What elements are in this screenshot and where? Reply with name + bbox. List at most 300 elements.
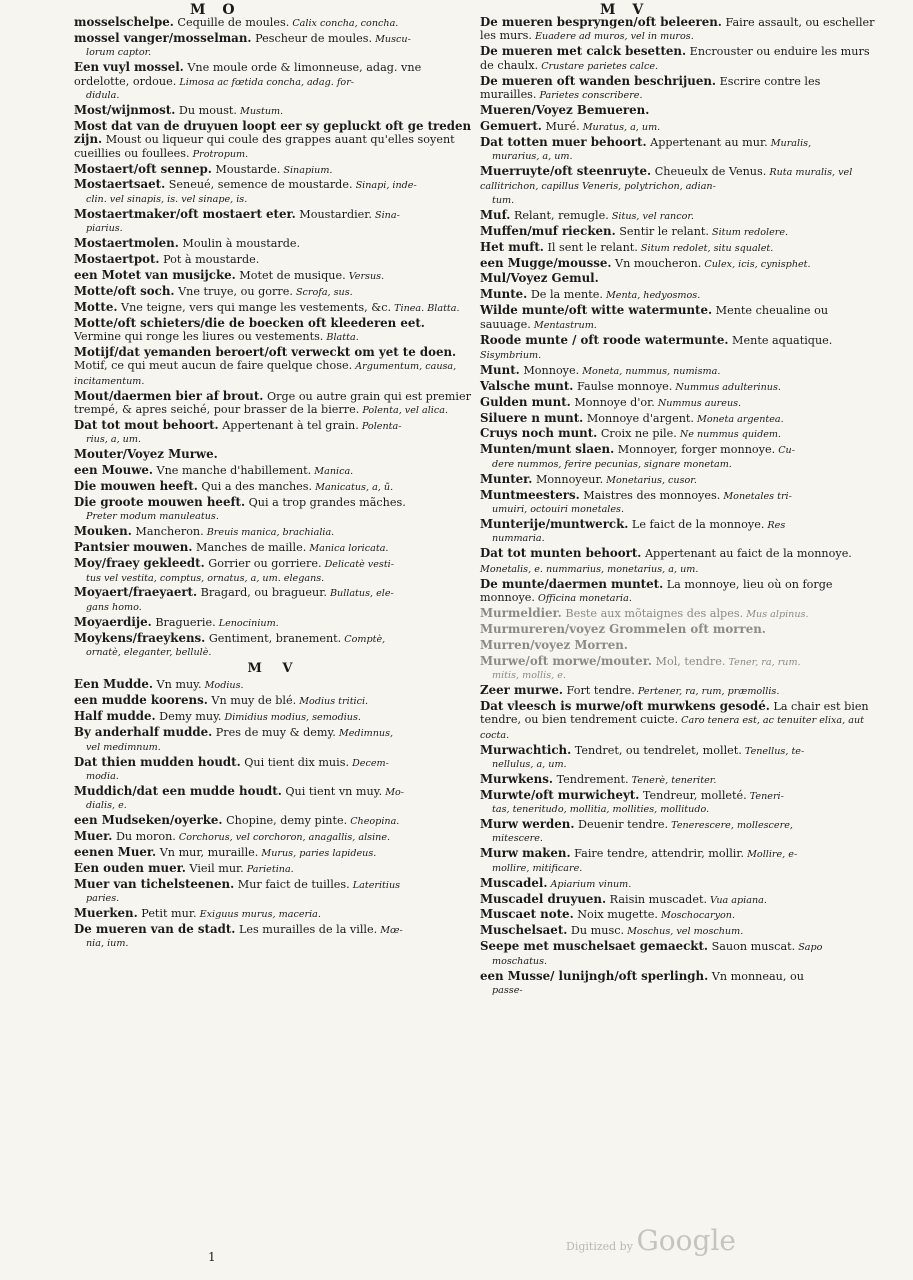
french-gloss: Vne truye, ou gorre. (174, 284, 293, 298)
dictionary-entry (74, 448, 474, 462)
french-gloss: Bragard, ou bragueur. (197, 586, 327, 600)
headword: Munt. (480, 362, 520, 377)
headword: Muschelsaet. (480, 923, 568, 938)
dictionary-entry (480, 16, 878, 44)
dictionary-entry (74, 104, 474, 118)
latin-gloss: Sina- (371, 209, 400, 221)
french-gloss: Cequille de moules. (173, 16, 290, 29)
dictionary-entry (74, 632, 474, 660)
latin-gloss: Officina monetaria. (535, 592, 632, 604)
latin-gloss: Apiarium vinum. (547, 878, 632, 890)
headword: De mueren bespryngen/oft beleeren. (480, 15, 722, 29)
latin-gloss: Parietes conscribere. (536, 90, 643, 102)
headword: Gemuert. (480, 118, 542, 133)
headword: Zeer murwe. (480, 682, 563, 697)
headword: Mostaertmaker/oft mostaert eter. (74, 206, 296, 221)
latin-gloss: Mœ- (377, 924, 403, 936)
latin-continuation: modia. (86, 770, 119, 782)
headword: De munte/daermen muntet. (480, 576, 664, 591)
dictionary-entry (480, 136, 878, 164)
dictionary-entry (480, 639, 878, 653)
dictionary-entry (480, 847, 878, 875)
french-gloss: Monnoye. (519, 363, 580, 377)
headword: Mout/daermen bier af brout. (74, 388, 264, 403)
dictionary-entry (480, 120, 878, 134)
dictionary-entry (480, 334, 878, 363)
dictionary-entry (74, 269, 474, 283)
dictionary-entry (74, 208, 474, 236)
digitized-watermark (566, 1224, 736, 1257)
french-gloss: Pot à moustarde. (159, 253, 260, 266)
headword: Motijf/dat yemanden beroert/oft verweckt om yet te doen. (74, 344, 457, 359)
latin-gloss: Situm redolet, situ squalet. (637, 242, 774, 254)
latin-gloss: Protropum. (189, 148, 249, 160)
dictionary-entry (74, 16, 474, 30)
section-heading: M V (247, 661, 301, 677)
latin-gloss: Tenerescere, mollescere, (668, 820, 793, 832)
dictionary-entry (74, 237, 474, 251)
french-gloss: Vn mur, muraille. (156, 845, 259, 859)
headword: Murw werden. (480, 817, 575, 832)
headword: Motte/oft schieters/die de boecken oft kleederen eet. (74, 315, 425, 330)
headword: Mostaertsaet. (74, 177, 166, 192)
french-gloss: Fort tendre. (563, 683, 635, 697)
headword: Half mudde. (74, 709, 156, 724)
dictionary-entry (480, 473, 878, 487)
french-gloss: Faire tendre, attendrir, mollir. (570, 847, 745, 861)
dictionary-entry (480, 908, 878, 922)
dictionary-entry (74, 878, 474, 906)
latin-continuation: tus vel vestita, comptus, ornatus, a, um. elegans. (86, 572, 325, 584)
headword: Dat vleesch is murwe/oft murwkens gesodé. (480, 698, 770, 713)
dictionary-entry (480, 364, 878, 378)
french-gloss: Vn muy de blé. (207, 694, 297, 708)
dictionary-entry (74, 830, 474, 844)
headword: Dat tot munten behoort. (480, 546, 642, 561)
latin-gloss: Mustum. (237, 105, 284, 117)
latin-gloss: Muralis, (767, 137, 812, 149)
french-gloss: Tendret, ou tendrelet, mollet. (571, 743, 742, 757)
latin-gloss: Lateritius (349, 879, 401, 891)
latin-continuation: lorum captor. (86, 47, 152, 59)
headword: een mudde koorens. (74, 693, 208, 708)
french-gloss: Raisin muscadet. (606, 892, 707, 906)
french-gloss: Mancheron. (131, 525, 204, 539)
dictionary-entry (480, 940, 878, 968)
right-column-header: M V (600, 2, 650, 18)
french-gloss: Il sent le relant. (543, 240, 638, 254)
latin-gloss: Monetales tri- (720, 490, 792, 502)
dictionary-entry (480, 225, 878, 239)
french-gloss: Vermine qui ronge les liures ou vestements. (74, 330, 324, 344)
dictionary-entry (480, 744, 878, 772)
dictionary-entry (480, 547, 878, 576)
french-gloss: Petit mur. (137, 907, 197, 921)
latin-gloss: Pertener, ra, rum, præmollis. (634, 685, 780, 697)
headword: mosselschelpe. (74, 15, 174, 29)
headword: Moyaerdije. (74, 614, 152, 629)
latin-gloss: Manicatus, a, ũ. (312, 482, 394, 494)
latin-continuation: mitescere. (492, 833, 543, 845)
french-gloss: Maistres des monnoyes. (579, 488, 721, 502)
dictionary-entry (74, 480, 474, 494)
headword: Pantsier mouwen. (74, 540, 193, 555)
latin-continuation: tas, teneritudo, mollitia, mollities, mollitudo. (492, 804, 710, 816)
headword: Mostaertmolen. (74, 236, 179, 251)
french-gloss: Du moust. (175, 103, 237, 117)
dictionary-entry (480, 877, 878, 891)
latin-gloss: Teneri- (746, 790, 784, 802)
latin-gloss: Moneta, nummus, numisma. (579, 365, 721, 377)
french-gloss: Relant, remugle. (510, 208, 609, 222)
latin-gloss: Murus, paries lapideus. (258, 847, 377, 859)
french-gloss: Cheueulx de Venus. (651, 165, 767, 179)
french-gloss: Vn moucheron. (611, 256, 702, 270)
headword: eenen Muer. (74, 844, 157, 859)
latin-gloss: Polenta, vel alica. (359, 405, 449, 417)
latin-gloss: Crustare parietes calce. (538, 60, 659, 72)
dictionary-entry (74, 346, 474, 388)
dictionary-entry (74, 814, 474, 828)
french-gloss: Faire assault, ou escheller les murs. (480, 16, 875, 43)
french-gloss: Vne manche d'habillement. (152, 464, 312, 478)
headword: Muddich/dat een mudde houdt. (74, 783, 282, 798)
dictionary-entry (74, 253, 474, 267)
french-gloss: Monnoyer, forger monnoye. (614, 443, 776, 457)
headword: Muf. (480, 207, 511, 222)
dictionary-entry (74, 862, 474, 876)
latin-gloss: Modius. (201, 680, 244, 692)
headword: Murwe/oft morwe/mouter. (480, 653, 652, 668)
dictionary-entry (74, 726, 474, 754)
headword: Een vuyl mossel. (74, 60, 184, 75)
latin-gloss: Muscu- (372, 33, 411, 45)
headword: Moy/fraey gekleedt. (74, 556, 205, 571)
french-gloss: Orge ou autre grain qui est premier trempé, & apres seiché, pour brasser de la bierre. (74, 389, 471, 417)
latin-continuation: moschatus. (492, 955, 548, 967)
dictionary-entry (480, 241, 878, 255)
dictionary-entry (480, 607, 878, 621)
headword: Gulden munt. (480, 394, 571, 409)
headword: een Musse/ lunijngh/oft sperlingh. (480, 968, 709, 983)
headword: Wilde munte/oft witte watermunte. (480, 303, 713, 318)
dictionary-entry (74, 923, 474, 951)
dictionary-entry (480, 684, 878, 698)
headword: By anderhalf mudde. (74, 725, 213, 740)
latin-continuation: passe- (492, 985, 523, 996)
french-gloss: Appertenant au faict de la monnoye. (641, 547, 852, 561)
headword: Een ouden muer. (74, 860, 186, 875)
french-gloss: Sauon muscat. (708, 940, 796, 954)
french-gloss: Vne teigne, vers qui mange les vestements, &c. (117, 300, 392, 314)
latin-gloss: Nummus aureus. (654, 397, 742, 409)
french-gloss: Gentiment, branement. (205, 631, 342, 645)
latin-gloss: Mus alpinus. (743, 608, 809, 620)
dictionary-entry (480, 104, 878, 118)
dictionary-entry (74, 710, 474, 724)
french-gloss: Les murailles de la ville. (235, 922, 378, 936)
headword: Roode munte / oft roode watermunte. (480, 332, 729, 347)
headword: Dat totten muer behoort. (480, 134, 647, 149)
headword: Murwte/oft murwicheyt. (480, 787, 640, 802)
french-gloss: Demy muy. (155, 710, 222, 724)
latin-gloss: Menta, hedyosmos. (602, 290, 701, 302)
headword: Mostaertpot. (74, 252, 160, 266)
dictionary-entry (74, 846, 474, 860)
headword: Muffen/muf riecken. (480, 223, 616, 238)
latin-continuation: vel medimnum. (86, 741, 161, 753)
latin-gloss: Modius tritici. (296, 696, 369, 708)
french-gloss: Vieil mur. (185, 861, 244, 875)
latin-gloss: Monetarius, cusor. (603, 474, 697, 486)
headword: De mueren oft wanden beschrijuen. (480, 73, 717, 88)
french-gloss: Motet de musique. (235, 268, 346, 282)
dictionary-entry (480, 700, 878, 742)
french-gloss: Qui a des manches. (197, 480, 313, 494)
latin-gloss: Caro tenera est, ac tenuiter elixa, aut cocta. (480, 715, 864, 741)
headword: Munte. (480, 287, 528, 302)
dictionary-entry (74, 464, 474, 478)
headword: Muer. (74, 829, 113, 844)
headword: Muer van tichelsteenen. (74, 876, 235, 891)
dictionary-entry (480, 655, 878, 683)
latin-gloss: Delicatè vesti- (321, 559, 394, 571)
french-gloss: Le faict de la monnoye. (628, 517, 765, 531)
latin-gloss: Mo- (382, 786, 405, 798)
french-gloss: Moustarde. (211, 162, 281, 176)
latin-gloss: Moneta argentea. (693, 413, 784, 425)
latin-gloss: Nummus adulterinus. (672, 381, 781, 393)
latin-gloss: Dimidius modius, semodius. (221, 712, 361, 724)
dictionary-entry (74, 586, 474, 614)
latin-gloss: Mollire, e- (744, 849, 798, 861)
latin-gloss: Corchorus, vel corchoron, anagallis, alsine. (175, 832, 391, 844)
headword: Mostaert/oft sennep. (74, 161, 212, 176)
french-gloss: Muré. (541, 119, 580, 133)
latin-gloss: Limosa ac fœtida concha, adag. for- (176, 76, 355, 88)
french-gloss: Vn monneau, ou (708, 969, 804, 983)
latin-gloss: Bullatus, ele- (326, 588, 394, 600)
headword: De mueren van de stadt. (74, 921, 236, 936)
dictionary-entry (480, 443, 878, 471)
dictionary-entry (74, 496, 474, 524)
headword: Most/wijnmost. (74, 102, 176, 117)
headword: Het muft. (480, 239, 544, 254)
headword: Dat tot mout behoort. (74, 417, 219, 432)
french-gloss: Mente aquatique. (728, 333, 833, 347)
headword: een Mudseken/oyerke. (74, 813, 223, 828)
dictionary-entry (480, 427, 878, 441)
dictionary-entry (74, 541, 474, 555)
french-gloss: Encrouster ou enduire les murs de chaulx. (480, 45, 870, 72)
headword: mossel vanger/mosselman. (74, 30, 252, 45)
headword: Valsche munt. (480, 378, 574, 393)
french-gloss: Monnoyeur. (532, 472, 604, 486)
latin-gloss: Moschus, vel moschum. (624, 926, 744, 938)
dictionary-entry (74, 120, 474, 161)
dictionary-entry (480, 304, 878, 332)
french-gloss: Du moron. (112, 830, 176, 844)
headword: Die groote mouwen heeft. (74, 495, 246, 509)
latin-continuation: gans homo. (86, 601, 142, 613)
latin-gloss: Versus. (345, 270, 385, 282)
headword: Muscaet note. (480, 907, 574, 922)
latin-gloss: Medimnus, (335, 728, 394, 740)
french-gloss: Deuenir tendre. (574, 818, 669, 832)
latin-continuation: didula. (86, 90, 120, 102)
dictionary-entry (74, 178, 474, 206)
french-gloss: Moust ou liqueur qui coule des grappes auant qu'elles soyent cueillies ou foullees. (74, 133, 455, 160)
headword: Seepe met muschelsaet gemaeckt. (480, 939, 709, 954)
latin-gloss: Breuis manica, brachialia. (203, 527, 335, 539)
french-gloss: Du musc. (567, 924, 625, 938)
latin-gloss: Muratus, a, um. (579, 121, 661, 133)
french-gloss: La chair est bien tendre, ou bien tendrement cuicte. (480, 699, 869, 727)
dictionary-entry (480, 818, 878, 846)
dictionary-entry (74, 557, 474, 585)
dictionary-entry (74, 285, 474, 299)
headword: Murmeldier. (480, 605, 562, 620)
french-gloss: Pescheur de moules. (251, 31, 373, 45)
latin-continuation: piarius. (86, 223, 123, 235)
latin-gloss: Comptè, (341, 633, 386, 645)
headword: Muscadel druyuen. (480, 891, 607, 906)
headword: Murmureren/voyez Grommelen oft morren. (480, 621, 766, 636)
latin-continuation: nia, ium. (86, 938, 129, 950)
latin-gloss: Monetalis, e. nummarius, monetarius, a, um. (480, 563, 699, 575)
french-gloss: Seneué, semence de moustarde. (165, 178, 353, 192)
dictionary-entry (480, 623, 878, 637)
french-gloss: Vne moule orde & limonneuse, adag. vne ordelotte, ordoue. (74, 61, 422, 88)
dictionary-entry (74, 61, 474, 102)
headword: een Motet van musijcke. (74, 267, 236, 282)
headword: Mouter/Voyez Murwe. (74, 447, 218, 462)
headword: Murren/voyez Morren. (480, 637, 628, 652)
dictionary-entry (74, 525, 474, 539)
french-gloss: Mol, tendre. (651, 654, 726, 668)
french-gloss: Pres de muy & demy. (212, 726, 336, 740)
dictionary-entry (480, 518, 878, 546)
latin-gloss: Sisymbrium. (480, 349, 542, 361)
french-gloss: Croix ne pile. (597, 427, 677, 441)
latin-continuation: dialis, e. (86, 800, 127, 812)
french-gloss: Motif, ce qui meut aucun de faire quelque chose. (74, 359, 353, 373)
headword: een Mouwe. (74, 463, 153, 478)
dictionary-entry (74, 419, 474, 447)
headword: Muerruyte/oft steenruyte. (480, 164, 652, 179)
dictionary-entry (74, 301, 474, 315)
latin-continuation: paries. (86, 893, 120, 905)
latin-gloss: Exiguus murus, maceria. (196, 909, 321, 921)
french-gloss: Tendreur, molleté. (639, 788, 747, 802)
latin-gloss: Sinapi, inde- (352, 180, 417, 192)
headword: Munterije/muntwerck. (480, 516, 629, 531)
watermark-brand: Google (636, 1224, 736, 1257)
headword: Muntmeesters. (480, 487, 580, 502)
french-gloss: Mente cheualine ou sauuage. (480, 304, 829, 331)
latin-gloss: Lenocinium. (215, 617, 279, 629)
latin-continuation: ornatè, eleganter, bellulè. (86, 647, 212, 659)
french-gloss: Qui tient vn muy. (281, 784, 383, 798)
french-gloss: Moustardier. (295, 207, 372, 221)
latin-gloss: Ne nummus quidem. (676, 429, 782, 441)
headword: Munten/munt slaen. (480, 442, 615, 457)
latin-gloss: Euadere ad muros, vel in muros. (531, 31, 694, 43)
headword: Die mouwen heeft. (74, 479, 198, 494)
headword: Murwachtich. (480, 742, 572, 757)
dictionary-entry (480, 893, 878, 907)
french-gloss: Tendrement. (553, 772, 629, 786)
dictionary-entry (480, 288, 878, 302)
folio-mark: 1 (208, 1250, 216, 1264)
french-gloss: De la mente. (527, 288, 603, 302)
latin-gloss: Tener, ra, rum. (725, 656, 801, 668)
latin-continuation: mollire, mitificare. (492, 862, 583, 874)
french-gloss: Manches de maille. (192, 541, 307, 555)
french-gloss: Monnoye d'argent. (583, 411, 694, 425)
latin-gloss: Situs, vel rancor. (608, 210, 694, 222)
dictionary-entry (74, 317, 474, 345)
latin-continuation: nummaria. (492, 533, 545, 545)
latin-continuation: umuiri, octouiri monetales. (492, 504, 625, 515)
left-column (74, 16, 474, 952)
latin-gloss: Situm redolere. (708, 226, 789, 238)
dictionary-entry (74, 678, 474, 692)
latin-gloss: Ruta muralis, vel callitrichon, capillus Veneris, polytrichon, adian- (480, 167, 853, 193)
french-gloss: Braguerie. (151, 615, 216, 629)
headword: Munter. (480, 471, 533, 486)
french-gloss: Chopine, demy pinte. (222, 814, 348, 828)
french-gloss: Qui a trop grandes mãches. (245, 496, 406, 509)
dictionary-entry (480, 578, 878, 606)
latin-gloss: Cheopina. (347, 816, 400, 828)
dictionary-entry (480, 489, 878, 517)
french-gloss: Qui tient dix muis. (240, 755, 350, 769)
dictionary-entry (480, 396, 878, 410)
dictionary-entry (74, 785, 474, 813)
latin-gloss: Manica. (311, 466, 354, 478)
latin-gloss: Cu- (775, 445, 795, 457)
latin-gloss: Tenerè, teneriter. (628, 774, 717, 786)
dictionary-entry (480, 209, 878, 223)
headword: Mul/Voyez Gemul. (480, 271, 599, 286)
french-gloss: Sentir le relant. (615, 224, 709, 238)
dictionary-entry (480, 412, 878, 426)
latin-gloss: Argumentum, causa, incitamentum. (74, 361, 457, 387)
dictionary-entry (480, 773, 878, 787)
headword: Murw maken. (480, 846, 571, 861)
latin-gloss: Tenellus, te- (741, 745, 805, 757)
latin-gloss: Sapo (795, 942, 823, 954)
french-gloss: Beste aux mõtaignes des alpes. (561, 606, 744, 620)
french-gloss: Appertenant à tel grain. (218, 418, 359, 432)
latin-gloss: Sinapium. (280, 164, 333, 176)
headword: De mueren met calck besetten. (480, 44, 687, 59)
headword: Dat thien mudden houdt. (74, 754, 241, 769)
dictionary-entry (74, 907, 474, 921)
latin-continuation: nellulus, a, um. (492, 758, 567, 770)
headword: Muscadel. (480, 875, 548, 890)
latin-gloss: Tinea. Blatta. (391, 302, 460, 314)
latin-continuation: Preter modum manuleatus. (86, 511, 219, 523)
latin-continuation: mitis, mollis, e. (492, 669, 566, 681)
headword: Moykens/fraeykens. (74, 630, 206, 645)
headword: Cruys noch munt. (480, 426, 598, 441)
latin-continuation: clin. vel sinapis, is. vel sinape, is. (86, 193, 248, 205)
headword: een Mugge/mousse. (480, 255, 612, 270)
watermark-prefix: Digitized by (566, 1240, 633, 1253)
dictionary-entry (480, 789, 878, 817)
